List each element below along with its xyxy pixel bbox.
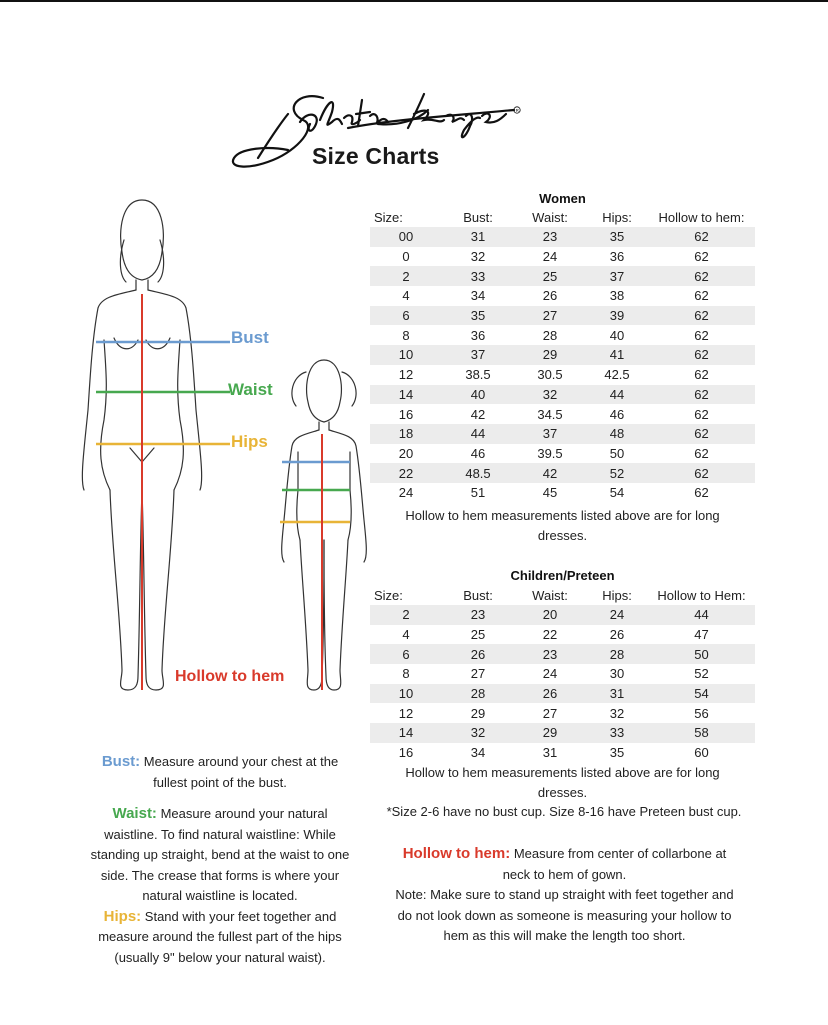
table-cell: 2 — [370, 266, 442, 286]
waist-line1: Measure around your natural — [160, 806, 328, 821]
table-cell: 26 — [514, 684, 586, 704]
table-row — [370, 424, 755, 444]
table-row — [370, 345, 755, 365]
body-figures-illustration — [70, 190, 370, 710]
page-title: Size Charts — [312, 143, 440, 169]
table-cell: 62 — [694, 327, 709, 343]
table-cell: 8 — [402, 327, 410, 343]
table-cell: 30 — [609, 666, 625, 682]
table-cell: 28 — [586, 644, 648, 664]
waist-key: Waist: — [112, 805, 157, 822]
table-cell: 4 — [402, 288, 410, 304]
table-cell: 44 — [586, 385, 648, 405]
table-cell: 62 — [694, 445, 709, 461]
waist-line2: waistline. To find natural waistline: While — [104, 826, 336, 842]
table-cell: 51 — [470, 485, 486, 501]
table-cell: 38.5 — [465, 367, 491, 383]
figure-label-bust: Bust — [231, 328, 269, 347]
table-cell: 35 — [586, 227, 648, 247]
table-cell: 31 — [542, 745, 558, 761]
table-cell: 62 — [694, 249, 709, 265]
table-row — [370, 664, 755, 684]
col-bust: Bust: — [463, 210, 493, 225]
table-cell: 26 — [542, 288, 558, 304]
bust-key: Bust: — [101, 753, 141, 770]
table-cell: 62 — [694, 288, 709, 304]
table-cell: 32 — [442, 723, 514, 743]
table-cell: 37 — [586, 266, 648, 286]
table-cell: 22 — [542, 627, 558, 643]
table-cell: 36 — [609, 249, 625, 265]
table-row — [370, 227, 755, 247]
waist-line4: side. The crease that forms is where your — [100, 867, 340, 883]
table-cell: 6 — [370, 306, 442, 326]
table-row — [370, 266, 755, 286]
women-note — [370, 506, 755, 545]
col-bust: Bust: — [463, 588, 493, 603]
table-cell: 24 — [398, 485, 414, 501]
table-cell: 62 — [648, 345, 755, 365]
table-cell: 26 — [442, 644, 514, 664]
table-cell: 50 — [648, 644, 755, 664]
bust-line2: fullest point of the bust. — [153, 774, 287, 790]
col-waist: Waist: — [532, 210, 568, 225]
table-row — [370, 404, 755, 424]
hips-line2: measure around the fullest part of the hips — [98, 929, 342, 944]
table-cell: 56 — [694, 705, 709, 721]
waist-line3: standing up straight, bend at the waist to one — [90, 847, 350, 862]
table-row — [370, 684, 755, 704]
table-cell: 24 — [542, 666, 558, 682]
table-cell: 62 — [694, 485, 709, 501]
table-cell: 10 — [370, 345, 442, 365]
table-cell: 62 — [648, 266, 755, 286]
table-cell: 32 — [609, 705, 625, 721]
col-hollow: Hollow to hem: — [658, 210, 745, 225]
table-cell: 34 — [470, 288, 486, 304]
table-cell: 16 — [398, 406, 414, 422]
table-cell: 62 — [648, 463, 755, 483]
table-cell: 52 — [694, 666, 709, 682]
table-cell: 14 — [370, 723, 442, 743]
table-cell: 24 — [586, 605, 648, 625]
table-cell: 29 — [470, 705, 486, 721]
table-cell: 37 — [514, 424, 586, 444]
hips-key: Hips: — [103, 907, 142, 925]
children-note-line2: dresses. — [537, 784, 588, 800]
table-cell: 40 — [609, 327, 625, 343]
col-hips: Hips: — [602, 210, 632, 225]
figure-label-hollow: Hollow to hem — [175, 668, 285, 685]
col-size: Size: — [374, 588, 403, 603]
table-cell: 48 — [586, 424, 648, 444]
table-row — [370, 365, 755, 385]
table-cell: 32 — [470, 249, 486, 265]
table-cell: 48.5 — [442, 463, 514, 483]
table-row — [370, 625, 755, 645]
table-cell: 50 — [609, 445, 625, 461]
waist-line5: natural waistline is located. — [142, 888, 298, 903]
table-cell: 36 — [470, 327, 486, 343]
women-table-title: Women — [539, 191, 586, 206]
children-table-title: Children/Preteen — [510, 568, 615, 583]
table-cell: 40 — [442, 385, 514, 405]
table-row — [370, 325, 755, 345]
table-cell: 37 — [442, 345, 514, 365]
table-cell: 23 — [514, 644, 586, 664]
figure-label-waist: Waist — [228, 380, 273, 399]
note-line3: hem as this will make the length too short. — [443, 928, 686, 943]
table-cell: 20 — [514, 605, 586, 625]
table-cell: 41 — [586, 345, 648, 365]
hollow-line2: neck to hem of gown. — [502, 866, 627, 882]
table-cell: 52 — [586, 463, 648, 483]
hips-line3: (usually 9" below your natural waist). — [114, 949, 326, 965]
table-cell: 0 — [402, 249, 410, 265]
table-row — [370, 385, 755, 405]
table-row — [370, 444, 755, 464]
table-cell: 29 — [514, 345, 586, 365]
bust-instructions — [70, 752, 370, 793]
table-cell: 00 — [370, 227, 442, 247]
table-row — [370, 703, 755, 723]
table-cell: 16 — [398, 745, 414, 761]
table-row — [370, 605, 755, 625]
table-cell: 62 — [694, 367, 709, 383]
table-cell: 39.5 — [537, 445, 563, 461]
table-cell: 54 — [648, 684, 755, 704]
table-row — [370, 286, 755, 306]
table-cell: 45 — [542, 485, 558, 501]
table-cell: 46 — [470, 445, 486, 461]
table-cell: 34 — [470, 745, 486, 761]
table-cell: 62 — [648, 424, 755, 444]
table-cell: 8 — [402, 666, 410, 682]
table-cell: 23 — [442, 605, 514, 625]
table-cell: 12 — [398, 367, 414, 383]
table-cell: 62 — [648, 227, 755, 247]
women-table-header — [370, 208, 755, 227]
table-cell: 35 — [442, 306, 514, 326]
table-row — [370, 483, 755, 503]
table-row — [370, 644, 755, 664]
table-cell: 47 — [694, 627, 709, 643]
table-cell: 42 — [514, 463, 586, 483]
table-cell: 25 — [470, 627, 486, 643]
table-cell: 33 — [586, 723, 648, 743]
table-cell: 39 — [586, 306, 648, 326]
table-cell: 26 — [609, 627, 625, 643]
table-cell: 42.5 — [604, 367, 630, 383]
hips-line1: Stand with your feet together and — [144, 908, 337, 924]
table-cell: 14 — [370, 385, 442, 405]
children-size-table — [370, 586, 755, 763]
table-cell: 27 — [514, 306, 586, 326]
note-line1: Note: Make sure to stand up straight with feet together and — [395, 887, 734, 902]
table-cell: 42 — [470, 406, 486, 422]
table-cell: 4 — [402, 627, 410, 643]
table-cell: 22 — [370, 463, 442, 483]
table-cell: 25 — [514, 266, 586, 286]
table-cell: 62 — [694, 406, 709, 422]
top-border — [0, 0, 828, 2]
table-cell: 18 — [370, 424, 442, 444]
col-size: Size: — [374, 210, 403, 225]
hollow-line1: Measure from center of collarbone at — [513, 846, 727, 861]
women-note-line2: dresses. — [537, 527, 588, 543]
table-cell: 28 — [542, 327, 558, 343]
bust-line1: Measure around your chest at the — [143, 754, 339, 769]
table-row — [370, 723, 755, 743]
svg-text:R: R — [515, 108, 519, 113]
children-note-line1: Hollow to hem measurements listed above are for long — [405, 765, 720, 780]
figure-label-hips: Hips — [231, 432, 268, 451]
table-cell: 28 — [442, 684, 514, 704]
table-cell: 24 — [542, 249, 558, 265]
women-size-table — [370, 208, 755, 503]
col-waist: Waist: — [532, 588, 568, 603]
table-cell: 20 — [398, 445, 414, 461]
table-cell: 32 — [514, 385, 586, 405]
table-cell: 6 — [370, 644, 442, 664]
table-cell: 30.5 — [537, 367, 563, 383]
table-cell: 23 — [514, 227, 586, 247]
table-cell: 27 — [470, 666, 486, 682]
col-hollow: Hollow to Hem: — [657, 588, 746, 603]
table-cell: 38 — [609, 288, 625, 304]
children-table-header — [370, 586, 755, 605]
hollow-key: Hollow to hem: — [402, 845, 511, 862]
table-cell: 46 — [609, 406, 625, 422]
note-line2: do not look down as someone is measuring your hollow to — [397, 907, 732, 923]
table-cell: 2 — [370, 605, 442, 625]
table-cell: 60 — [694, 745, 709, 761]
women-note-line1: Hollow to hem measurements listed above are for long — [405, 508, 720, 523]
table-cell: 54 — [609, 485, 625, 501]
table-cell: 44 — [648, 605, 755, 625]
table-cell: 35 — [609, 745, 625, 761]
table-row — [370, 306, 755, 326]
table-cell: 12 — [398, 705, 414, 721]
bust-cup-note: *Size 2-6 have no bust cup. Size 8-16 have Preteen bust cup. — [386, 804, 742, 819]
children-note — [370, 763, 755, 802]
table-cell: 44 — [442, 424, 514, 444]
table-cell: 29 — [514, 723, 586, 743]
table-row — [370, 463, 755, 483]
table-row — [370, 743, 755, 763]
table-cell: 27 — [542, 705, 558, 721]
hollow-instructions — [372, 844, 757, 947]
table-cell: 62 — [648, 385, 755, 405]
table-cell: 33 — [442, 266, 514, 286]
table-cell: 31 — [442, 227, 514, 247]
waist-instructions — [70, 804, 370, 968]
table-cell: 34.5 — [537, 406, 563, 422]
table-row — [370, 247, 755, 267]
table-cell: 10 — [370, 684, 442, 704]
table-cell: 31 — [586, 684, 648, 704]
table-cell: 58 — [648, 723, 755, 743]
signature-logo-icon — [228, 80, 528, 190]
table-cell: 62 — [648, 306, 755, 326]
col-hips: Hips: — [602, 588, 632, 603]
